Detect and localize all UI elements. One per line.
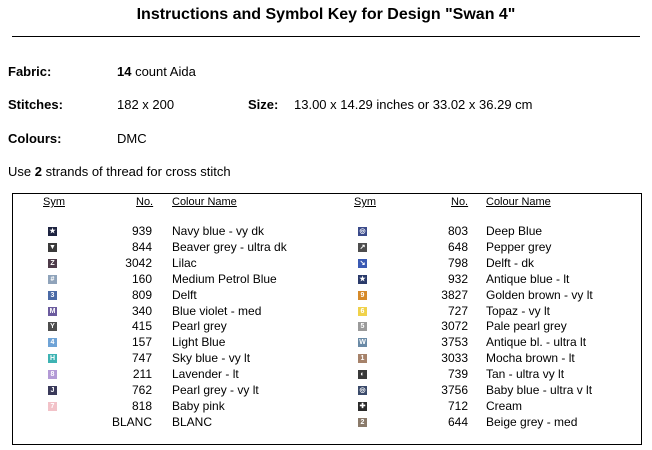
dmc-number: 747 (131, 351, 152, 366)
key-row (0, 272, 652, 288)
dmc-number: 3827 (441, 287, 468, 302)
symbol-icon: ◐ (358, 370, 367, 379)
header-no-right: No. (451, 196, 469, 208)
symbol-icon: 5 (358, 322, 367, 331)
symbol-icon: ◎ (359, 387, 366, 394)
colour-name: Golden brown - vy lt (486, 287, 593, 302)
dmc-number: 157 (131, 335, 152, 350)
header-name-left: Colour Name (172, 196, 237, 208)
symbol-icon: 7 (48, 402, 57, 411)
symbol-icon: ★ (49, 228, 56, 235)
symbol-icon: 3 (48, 291, 57, 300)
colours-label: Colours: (8, 131, 62, 146)
page-title: Instructions and Symbol Key for Design "Swan 4" (136, 6, 516, 23)
symbol-icon: ✚ (359, 402, 366, 410)
dmc-number: 739 (447, 367, 468, 382)
symbol-icon: Y (48, 322, 57, 331)
dmc-number: BLANC (111, 414, 152, 429)
symbol-icon: Z (48, 259, 57, 268)
colour-name: Sky blue - vy lt (172, 351, 251, 366)
dmc-number: 211 (132, 367, 152, 382)
fabric-type: count Aida (131, 64, 196, 79)
colour-name: Medium Petrol Blue (172, 271, 277, 286)
dmc-number: 809 (131, 287, 152, 302)
colour-name: Lavender - lt (172, 367, 239, 382)
dmc-number: 160 (131, 271, 152, 286)
dmc-number: 932 (447, 271, 468, 286)
key-row (0, 399, 652, 415)
symbol-icon: M (49, 307, 56, 315)
colour-name: Mocha brown - lt (486, 351, 575, 366)
colour-name: Navy blue - vy dk (172, 224, 265, 238)
key-row (0, 256, 652, 272)
key-row (0, 351, 652, 367)
symbol-icon: 8 (48, 370, 57, 379)
strands-post: strands of thread for cross stitch (41, 164, 231, 179)
colour-name: Light Blue (172, 335, 226, 350)
colour-name: Cream (486, 398, 523, 413)
header-name-right: Colour Name (486, 196, 551, 208)
dmc-number: 340 (131, 303, 152, 318)
colour-name: Pearl grey (172, 319, 227, 334)
header-sym-right: Sym (354, 196, 376, 208)
colour-name: Delft (172, 287, 197, 302)
dmc-number: 3033 (441, 351, 468, 366)
colour-name: BLANC (172, 414, 213, 429)
strands-pre: Use (8, 164, 35, 179)
key-row (0, 304, 652, 320)
header-no-left: No. (136, 196, 154, 208)
dmc-number: 644 (447, 414, 468, 429)
fabric-value (117, 64, 196, 79)
key-row (0, 415, 652, 431)
symbol-icon: ▼ (49, 243, 56, 251)
colour-name: Antique bl. - ultra lt (486, 335, 587, 350)
dmc-number: 415 (131, 319, 152, 334)
colour-name: Lilac (172, 255, 197, 270)
dmc-number: 762 (131, 383, 152, 397)
colour-name: Beaver grey - ultra dk (172, 239, 287, 254)
header-sym-left: Sym (43, 196, 65, 208)
key-row (0, 224, 652, 240)
colour-name: Pepper grey (486, 239, 552, 254)
title-divider (12, 36, 640, 37)
colour-name: Tan - ultra vy lt (486, 367, 565, 382)
symbol-icon: J (48, 386, 57, 395)
colour-name: Baby blue - ultra v lt (486, 383, 593, 397)
dmc-number: 803 (447, 224, 468, 238)
strands-count: 2 (34, 164, 42, 179)
colours-value: DMC (117, 131, 147, 146)
key-row (0, 335, 652, 351)
fabric-label: Fabric: (8, 64, 52, 79)
stitches-label: Stitches: (8, 97, 63, 112)
symbol-icon: # (48, 275, 57, 284)
symbol-icon: ◎ (359, 228, 366, 235)
dmc-number: 727 (447, 303, 468, 318)
symbol-icon: 4 (48, 338, 57, 347)
dmc-number: 939 (131, 224, 152, 238)
dmc-number: 3042 (125, 255, 152, 270)
dmc-number: 844 (131, 239, 152, 254)
stitches-value: 182 x 200 (117, 97, 175, 112)
symbol-icon: W (359, 339, 366, 347)
colour-name: Baby pink (172, 398, 225, 413)
colour-name: Pale pearl grey (486, 319, 567, 334)
dmc-number: 798 (447, 255, 468, 270)
key-row (0, 288, 652, 304)
dmc-number: 818 (131, 398, 152, 413)
colour-name: Beige grey - med (486, 414, 578, 429)
symbol-icon: 2 (358, 418, 367, 427)
symbol-icon: ↘ (359, 259, 366, 267)
symbol-icon: 9 (358, 291, 367, 300)
dmc-number: 712 (447, 398, 468, 413)
colour-name: Topaz - vy lt (486, 303, 551, 318)
dmc-number: 3753 (441, 335, 468, 350)
size-value: 13.00 x 14.29 inches or 33.02 x 36.29 cm (294, 97, 533, 112)
key-row (0, 367, 652, 383)
fabric-count: 14 (117, 64, 132, 79)
dmc-number: 3072 (441, 319, 468, 334)
colour-name: Blue violet - med (172, 303, 262, 318)
key-row (0, 383, 652, 399)
colour-name: Antique blue - lt (486, 271, 570, 286)
symbol-icon: ↗ (359, 243, 366, 251)
colour-name: Pearl grey - vy lt (172, 383, 259, 397)
colour-name: Deep Blue (486, 224, 543, 238)
key-row (0, 319, 652, 335)
key-row (0, 240, 652, 256)
colour-name: Delft - dk (486, 255, 535, 270)
dmc-number: 648 (447, 239, 468, 254)
symbol-icon: ★ (359, 275, 366, 283)
symbol-icon: 1 (358, 354, 367, 363)
dmc-number: 3756 (441, 383, 468, 397)
size-label: Size: (248, 97, 279, 112)
symbol-icon: H (49, 355, 56, 363)
strands-instruction (8, 164, 231, 179)
symbol-icon: 6 (358, 307, 367, 316)
